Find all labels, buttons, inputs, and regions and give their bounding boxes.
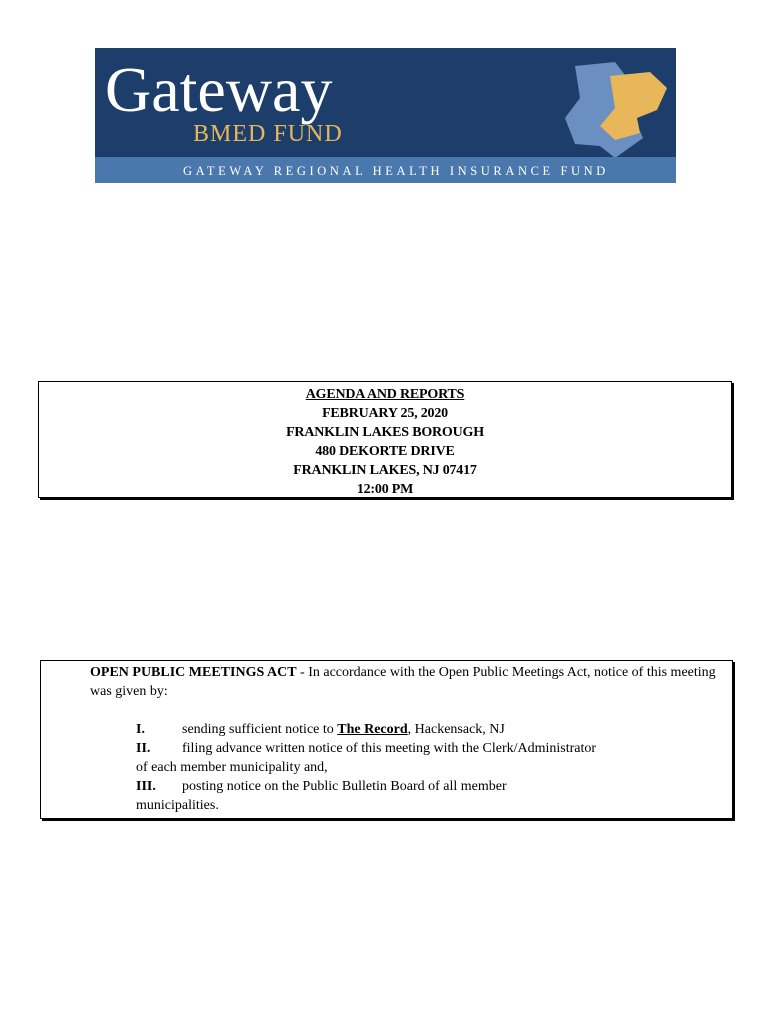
meeting-time: 12:00 PM [356,482,414,497]
item-continuation: municipalities. [136,798,219,813]
item-text: posting notice on the Public Bulletin Board of all member [182,779,507,794]
meeting-street: 480 DEKORTE DRIVE [315,444,455,459]
logo-title: Gateway [105,54,333,125]
logo-subtitle: BMED FUND [193,121,343,147]
item-text-end: , Hackensack, NJ [407,722,505,737]
notice-item [136,720,505,739]
meeting-city: FRANKLIN LAKES, NJ 07417 [293,463,477,478]
newspaper-name: The Record [337,722,408,737]
notice-item [136,777,507,796]
notice-item [136,739,596,758]
item-text: filing advance written notice of this meeting with the Clerk/Administrator [182,741,597,756]
item-number: I. [136,722,145,737]
item-number: II. [136,741,151,756]
notice-heading: OPEN PUBLIC MEETINGS ACT [90,665,297,680]
open-meetings-notice-box [40,660,733,819]
meeting-date: FEBRUARY 25, 2020 [322,406,448,421]
agenda-title: AGENDA AND REPORTS [305,387,465,402]
gateway-logo-banner [95,48,676,183]
item-number: III. [136,779,156,794]
logo-strip-text: GATEWAY REGIONAL HEALTH INSURANCE FUND [183,164,609,178]
item-text: sending sufficient notice to [182,722,338,737]
item-continuation: of each member municipality and, [136,760,328,775]
meeting-info-box [38,381,732,498]
meeting-location: FRANKLIN LAKES BOROUGH [286,425,484,440]
notice-paragraph [90,663,730,701]
notice-intro: - In accordance with the Open Public Meetings Act, notice of this meeting was given by: [90,665,716,699]
